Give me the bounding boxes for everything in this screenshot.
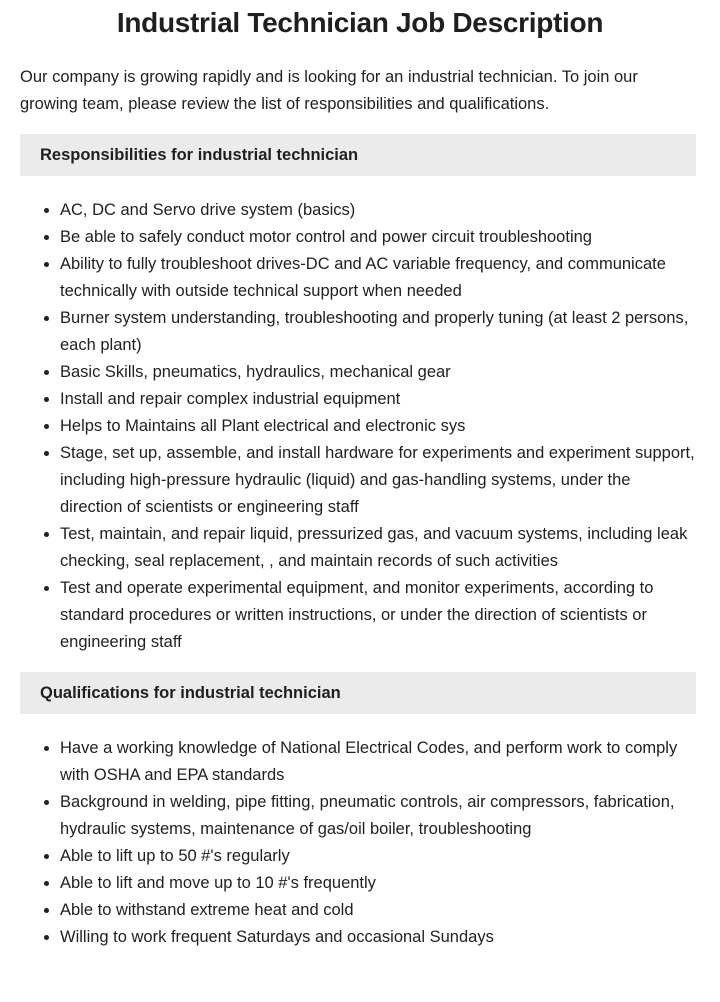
list-item: • Test and operate experimental equipment, and monitor experiments, according to standard procedures or written instructions, or under the direction of scientists or engineering staff	[60, 575, 696, 656]
list-item: • Ability to fully troubleshoot drives-DC and AC variable frequency, and communicate technically with outside technical support when needed	[60, 251, 696, 305]
list-item: • AC, DC and Servo drive system (basics)	[60, 197, 696, 224]
list-item: • Have a working knowledge of National Electrical Codes, and perform work to comply with OSHA and EPA standards	[60, 735, 696, 789]
list-item: • Background in welding, pipe fitting, pneumatic controls, air compressors, fabrication, hydraulic systems, maintenance of gas/oil boiler, troubleshooting	[60, 789, 696, 843]
list-item: • Stage, set up, assemble, and install hardware for experiments and experiment support, including high-pressure hydraulic (liquid) and gas-handling systems, under the direction of scientists or engineering staff	[60, 440, 696, 521]
list-item: • Test, maintain, and repair liquid, pressurized gas, and vacuum systems, including leak checking, seal replacement, , and maintain records of such activities	[60, 521, 696, 575]
list-item: • Willing to work frequent Saturdays and occasional Sundays	[60, 924, 696, 951]
list-item: • Burner system understanding, troubleshooting and properly tuning (at least 2 persons, each plant)	[60, 305, 696, 359]
qualifications-heading: Qualifications for industrial technician	[20, 672, 696, 714]
list-item: • Be able to safely conduct motor control and power circuit troubleshooting	[60, 224, 696, 251]
list-item: • Helps to Maintains all Plant electrical and electronic sys	[60, 413, 696, 440]
list-item: • Able to lift and move up to 10 #'s frequently	[60, 870, 696, 897]
responsibilities-heading: Responsibilities for industrial technician	[20, 134, 696, 176]
intro-paragraph: Our company is growing rapidly and is looking for an industrial technician. To join our growing team, please review the list of responsibilities and qualifications.	[20, 68, 638, 113]
bottom-spacer	[0, 951, 720, 979]
responsibilities-section	[0, 134, 720, 656]
responsibilities-list	[20, 197, 696, 656]
page-title: Industrial Technician Job Description	[116, 7, 604, 38]
qualifications-list	[20, 735, 696, 951]
list-item: • Able to lift up to 50 #'s regularly	[60, 843, 696, 870]
list-item: • Basic Skills, pneumatics, hydraulics, mechanical gear	[60, 359, 696, 386]
qualifications-section	[0, 672, 720, 951]
list-item: • Able to withstand extreme heat and cold	[60, 897, 696, 924]
list-item: • Install and repair complex industrial equipment	[60, 386, 696, 413]
